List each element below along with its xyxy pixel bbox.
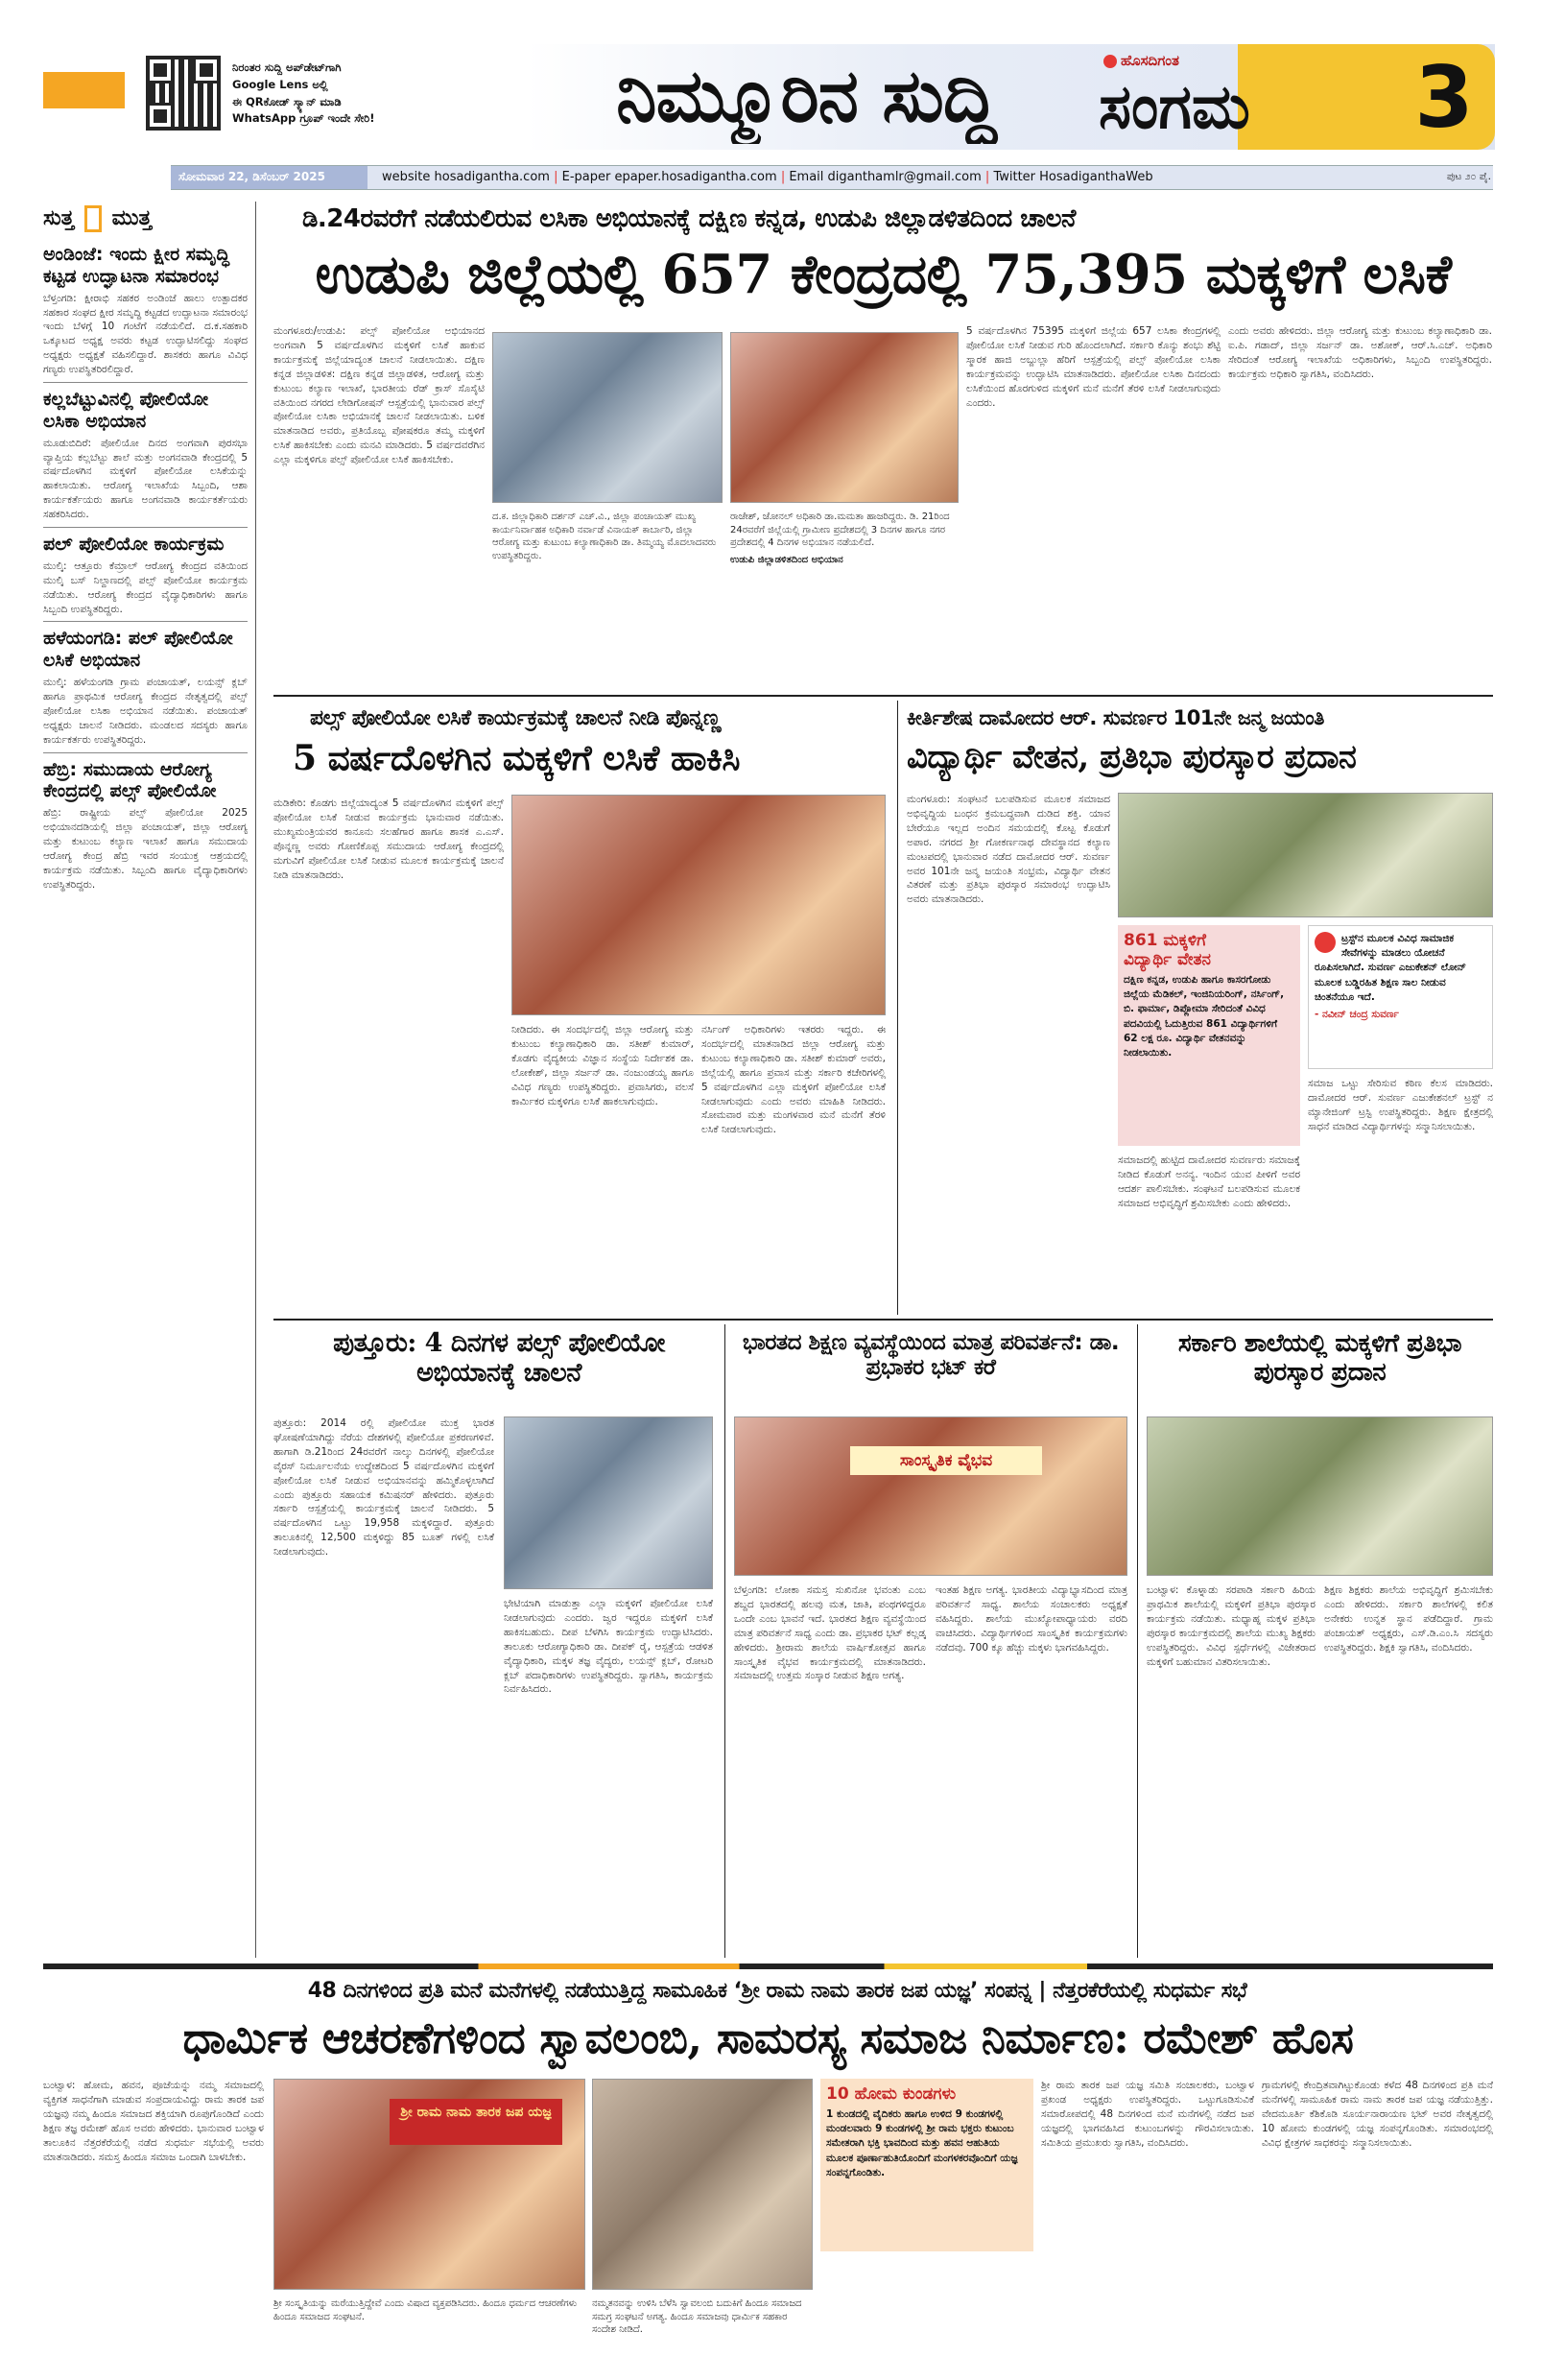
- story2-col3: [701, 1023, 886, 1305]
- story7-headline: ಧಾರ್ಮಿಕ ಆಚರಣೆಗಳಿಂದ ಸ್ವಾವಲಂಬಿ, ಸಾಮರಸ್ಯ ಸಮಾಜ ನಿರ್ಮಾಣ: ರಮೇಶ್ ಹೊಸ: [182, 2013, 1354, 2063]
- lead-photo-2: [730, 332, 959, 503]
- qr-note-line1: ನಿರಂತರ ಸುದ್ದಿ ಅಪ್‌ಡೇಟ್‌ಗಾಗಿ: [232, 60, 342, 74]
- lead-col4: [966, 324, 1221, 687]
- sidebar-item-body: ಮುಲ್ಕಿ: ಆತ್ತೂರು ಕೆಮ್ರಾಲ್ ಆರೋಗ್ಯ ಕೇಂದ್ರದ ವತಿಯಿಂದ ಮುಲ್ಕಿ ಬಸ್ ನಿಲ್ದಾಣದಲ್ಲಿ ಪಲ್ಸ್ ಪೋಲಿಯೋ ಕಾರ್ಯಕ್ರಮ ನಡೆಯಿತು. ಆರೋಗ್ಯ ಕೇಂದ್ರದ ವೈದ್ಯಾಧಿಕಾರಿಗಳು ಹಾಗೂ ಸಿಬ್ಬಂದಿ ಉಪಸ್ಥಿತರಿದ್ದರು.: [43, 559, 248, 615]
- lead-story: [273, 202, 1493, 691]
- sidebar-item-body: ಮುಲ್ಕಿ: ಹಳೆಯಂಗಡಿ ಗ್ರಾಮ ಪಂಚಾಯತ್, ಲಯನ್ಸ್ ಕ್ಲಬ್ ಹಾಗೂ ಪ್ರಾಥಮಿಕ ಆರೋಗ್ಯ ಕೇಂದ್ರದ ನೇತೃತ್ವದಲ್ಲಿ ಪಲ್ಸ್ ಪೋಲಿಯೋ ಲಸಿಕಾ ಅಭಿಯಾನ ನಡೆಯಿತು. ಪಂಚಾಯತ್ ಅಧ್ಯಕ್ಷರು ಚಾಲನೆ ನೀಡಿದರು. ಮಂಡಲದ ಸದಸ್ಯರು ಹಾಗೂ ಕಾರ್ಯಕರ್ತರು ಉಪಸ್ಥಿತರಿದ್ದರು.: [43, 677, 248, 746]
- story6-col1: [1147, 1583, 1316, 1954]
- trust-quote-text: ಟ್ರಸ್ಟ್‌ನ ಮೂಲಕ ವಿವಿಧ ಸಾಮಾಜಿಕ ಸೇವೆಗಳನ್ನು ಮಾಡಲು ಯೋಚನೆ ರೂಪಿಸಲಾಗಿದೆ. ಸುವರ್ಣ ಎಜುಕೇಶನ್ ಲೋನ್ ಮೂಲಕ ಬಡ್ಡಿರಹಿತ ಶಿಕ್ಷಣ ಸಾಲ ನೀಡುವ ಚಿಂತನೆಯೂ ಇದೆ.: [1315, 933, 1466, 1003]
- sidebar-separator: [43, 382, 248, 383]
- story2-photo: [511, 795, 886, 1015]
- brand-logo-icon: [1103, 55, 1117, 68]
- scholarship-title-a: 861 ಮಕ್ಕಳಿಗೆ: [1124, 931, 1206, 950]
- story-school: [1147, 1324, 1493, 1958]
- divider-v3: [1137, 1324, 1138, 1958]
- story3-col4: [1308, 1077, 1493, 1311]
- story7-col3-text: ಶ್ರೀ ರಾಮ ತಾರಕ ಜಪ ಯಜ್ಞ ಸಮಿತಿ ಸಂಚಾಲಕರು, ಬಂಟ್ವಾಳ ಪ್ರಖಂಡ ಅಧ್ಯಕ್ಷರು ಉಪಸ್ಥಿತರಿದ್ದರು. ಒಟ್ಟುಗೂಡಿಸುವಿಕೆ ಸಮಾರೋಪದಲ್ಲಿ 48 ದಿನಗಳಿಂದ ಮನೆ ಮನೆಗಳಲ್ಲಿ ನಡೆದ ಜಪ ಯಜ್ಞದಲ್ಲಿ ಭಾಗವಹಿಸಿದ ಕುಟುಂಬಗಳನ್ನು ಗೌರವಿಸಲಾಯಿತು. ಸಮಿತಿಯ ಪ್ರಮುಖರು ಸ್ವಾಗತಿಸಿ, ವಂದಿಸಿದರು.: [1041, 2080, 1254, 2149]
- story2-col1: [273, 797, 504, 1305]
- story4-col1-text: ಪುತ್ತೂರು: 2014 ರಲ್ಲಿ ಪೋಲಿಯೋ ಮುಕ್ತ ಭಾರತ ಘೋಷಣೆಯಾಗಿದ್ದು ನೆರೆಯ ದೇಶಗಳಲ್ಲಿ ಪೋಲಿಯೋ ಪ್ರಕರಣಗಳಿವೆ. ಹಾಗಾಗಿ ಡಿ.21ರಿಂದ 24ರವರೆಗೆ ನಾಲ್ಕು ದಿನಗಳಲ್ಲಿ ಪೋಲಿಯೋ ವೈರಸ್ ನಿರ್ಮೂಲನೆಯ ಉದ್ದೇಶದಿಂದ 5 ವರ್ಷದೊಳಗಿನ ಮಕ್ಕಳಿಗೆ ಪೋಲಿಯೋ ಲಸಿಕೆ ನೀಡುವ ಅಭಿಯಾನವನ್ನು ಹಮ್ಮಿಕೊಳ್ಳಲಾಗಿದೆ ಎಂದು ಪುತ್ತೂರು ಸಹಾಯಕ ಕಮಿಷನರ್ ಹೇಳಿದರು. ಪುತ್ತೂರು ಸರ್ಕಾರಿ ಆಸ್ಪತ್ರೆಯಲ್ಲಿ ಕಾರ್ಯಕ್ರಮಕ್ಕೆ ಚಾಲನೆ ನೀಡಿದರು. 5 ವರ್ಷದೊಳಗಿನ ಒಟ್ಟು 19,958 ಮಕ್ಕಳಿದ್ದಾರೆ. ಪುತ್ತೂರು ತಾಲೂಕಿನಲ್ಲಿ 12,500 ಮಕ್ಕಳಿದ್ದು 85 ಬೂತ್ ಗಳಲ್ಲಿ ಲಸಿಕೆ ನೀಡಲಾಗುವುದು.: [273, 1417, 494, 1559]
- sidebar-item-headline: ಹೆಬ್ರಿ: ಸಮುದಾಯ ಆರೋಗ್ಯ ಕೇಂದ್ರದಲ್ಲಿ ಪಲ್ಸ್ ಪೋಲಿಯೋ: [43, 758, 217, 802]
- story2-kicker: ಪಲ್ಸ್ ಪೋಲಿಯೋ ಲಸಿಕೆ ಕಾರ್ಯಕ್ರಮಕ್ಕೆ ಚಾಲನೆ ನೀಡಿ ಪೊನ್ನಣ್ಣ: [310, 706, 722, 730]
- sidebar-logo-a: ಸುತ್ತ: [43, 206, 75, 230]
- story5-headline: ಭಾರತದ ಶಿಕ್ಷಣ ವ್ಯವಸ್ಥೆಯಿಂದ ಮಾತ್ರ ಪರಿವರ್ತನೆ: ಡಾ. ಪ್ರಭಾಕರ ಭಟ್ ಕರೆ: [742, 1330, 1120, 1381]
- quote-icon: [1315, 932, 1336, 953]
- email-link[interactable]: Email diganthamlr@gmail.com: [789, 170, 982, 184]
- story2-col2-text: ನೀಡಿದರು. ಈ ಸಂದರ್ಭದಲ್ಲಿ ಜಿಲ್ಲಾ ಆರೋಗ್ಯ ಮತ್ತು ಕುಟುಂಬ ಕಲ್ಯಾಣಾಧಿಕಾರಿ ಡಾ. ಸತೀಶ್ ಕುಮಾರ್, ಕೊಡಗು ವೈದ್ಯಕೀಯ ವಿಜ್ಞಾನ ಸಂಸ್ಥೆಯ ನಿರ್ದೇಶಕ ಡಾ. ಲೋಕೇಶ್, ಜಿಲ್ಲಾ ಸರ್ಜನ್ ಡಾ. ನಂಜುಂಡಯ್ಯ ಹಾಗೂ ವಿವಿಧ ಗಣ್ಯರು ಉಪಸ್ಥಿತರಿದ್ದರು. ಪ್ರವಾಸಿಗರು, ವಲಸೆ ಕಾರ್ಮಿಕರ ಮಕ್ಕಳಿಗೂ ಲಸಿಕೆ ಹಾಕಲಾಗುವುದು.: [511, 1024, 694, 1107]
- story3-col3: [1118, 1154, 1300, 1311]
- story7-photo-1: [273, 2079, 585, 2290]
- story7-caption-1: ಶ್ರೀ ಸಂಸ್ಕೃತಿಯನ್ನು ಮರೆಯುತ್ತಿದ್ದೇವೆ ಎಂದು ವಿಷಾದ ವ್ಯಕ್ತಪಡಿಸಿದರು. ಹಿಂದೂ ಧರ್ಮದ ಆಚರಣೆಗಳು ಹಿಂದೂ ಸಮಾಜದ ಸಂಘಟನೆ.: [273, 2298, 578, 2322]
- story7-photo-2: [592, 2079, 813, 2290]
- story3-kicker: ಕೀರ್ತಿಶೇಷ ದಾಮೋದರ ಆರ್. ಸುವರ್ಣರ 101ನೇ ಜನ್ಮ ಜಯಂತಿ: [907, 706, 1324, 729]
- lead-headline: ಉಡುಪಿ ಜಿಲ್ಲೆಯಲ್ಲಿ 657 ಕೇಂದ್ರದಲ್ಲಿ 75,395 ಮಕ್ಕಳಿಗೆ ಲಸಿಕೆ: [315, 244, 1452, 306]
- lead-col1-text: ಮಂಗಳೂರು/ಉಡುಪಿ: ಪಲ್ಸ್ ಪೋಲಿಯೋ ಅಭಿಯಾನದ ಅಂಗವಾಗಿ 5 ವರ್ಷದೊಳಗಿನ ಮಕ್ಕಳಿಗೆ ಲಸಿಕೆ ಹಾಕುವ ಕಾರ್ಯಕ್ರಮಕ್ಕೆ ಜಿಲ್ಲೆಯಾದ್ಯಂತ ಚಾಲನೆ ನೀಡಲಾಯಿತು. ದಕ್ಷಿಣ ಕನ್ನಡ ಜಿಲ್ಲಾಡಳಿತ: ದಕ್ಷಿಣ ಕನ್ನಡ ಜಿಲ್ಲಾಡಳಿತ, ಆರೋಗ್ಯ ಮತ್ತು ಕುಟುಂಬ ಕಲ್ಯಾಣ ಇಲಾಖೆ, ಭಾರತೀಯ ರೆಡ್ ಕ್ರಾಸ್ ಸೊಸೈಟಿ ವತಿಯಿಂದ ನಗರದ ಲೇಡಿಗೋಷನ್ ಆಸ್ಪತ್ರೆಯಲ್ಲಿ ಭಾನುವಾರ ಪಲ್ಸ್ ಪೋಲಿಯೋ ಲಸಿಕಾ ಅಭಿಯಾನಕ್ಕೆ ಚಾಲನೆ ನೀಡಲಾಯಿತು. ಬಳಿಕ ಮಾತನಾಡಿದ ಅವರು, ಪ್ರತಿಯೊಬ್ಬ ಪೋಷಕರೂ ತಮ್ಮ ಮಕ್ಕಳಿಗೆ ಲಸಿಕೆ ಹಾಕಿಸಬೇಕು ಎಂದು ಮನವಿ ಮಾಡಿದರು. 5 ವರ್ಷದವರೆಗಿನ ಎಲ್ಲಾ ಮಕ್ಕಳಿಗೂ ಪಲ್ಸ್ ಪೋಲಿಯೋ ಲಸಿಕೆ ಹಾಕಿಸಬೇಕು.: [273, 325, 485, 466]
- qr-note: [232, 60, 462, 136]
- section-title: ಸಂಗಮ: [1099, 71, 1250, 143]
- sidebar-separator: [43, 527, 248, 528]
- brand-small-text: ಹೊಸದಿಗಂತ: [1121, 52, 1179, 69]
- trust-quote: [1308, 925, 1493, 1069]
- homa-box: [820, 2079, 1033, 2251]
- lead-photo2-caption: [730, 511, 959, 683]
- story2-col2: [511, 1023, 694, 1305]
- story7-caption-2: ನಮ್ಮತನವನ್ನು ಉಳಿಸಿ ಬೆಳೆಸಿ ಸ್ವಾವಲಂಬಿ ಬದುಕಿಗೆ ಹಿಂದೂ ಸಮಾಜದ ಸಮಗ್ರ ಸಂಘಟನೆ ಅಗತ್ಯ. ಹಿಂದೂ ಸಮಾಜವು ಧಾರ್ಮಿಕ ಸಹಕಾರ ಸಂದೇಶ ನೀಡಿದೆ.: [592, 2298, 802, 2335]
- story-puttur: [273, 1324, 715, 1958]
- qr-note-line3: ಈ QRಕೋಡ್ ಸ್ಕ್ಯಾನ್ ಮಾಡಿ: [232, 94, 342, 108]
- story5-photo: [734, 1416, 1127, 1576]
- masthead-title: ನಿಮ್ಮೂರಿನ ಸುದ್ದಿ: [616, 53, 996, 138]
- story3-headline: ವಿದ್ಯಾರ್ಥಿ ವೇತನ, ಪ್ರತಿಭಾ ಪುರಸ್ಕಾರ ಪ್ರದಾನ: [907, 739, 1357, 776]
- sidebar-item-headline: ಹಳೆಯಂಗಡಿ: ಪಲ್ ಪೋಲಿಯೋ ಲಸಿಕೆ ಅಭಿಯಾನ: [43, 628, 233, 672]
- story5-col1-text: ಬೆಳ್ತಂಗಡಿ: ಲೋಕಾ ಸಮಸ್ತ ಸುಖಿನೋ ಭವಂತು ಎಂಬ ಶಬ್ದದ ಭಾರತದಲ್ಲಿ ಹಲವು ಮತ, ಜಾತಿ, ಪಂಥಗಳಿದ್ದರೂ ಒಂದೇ ಎಂಬ ಭಾವನೆ ಇದೆ. ಭಾರತದ ಶಿಕ್ಷಣ ವ್ಯವಸ್ಥೆಯಿಂದ ಮಾತ್ರ ಪರಿವರ್ತನೆ ಸಾಧ್ಯ ಎಂದು ಡಾ. ಪ್ರಭಾಕರ ಭಟ್ ಕಲ್ಲಡ್ಕ ಹೇಳಿದರು. ಶ್ರೀರಾಮ ಶಾಲೆಯ ವಾರ್ಷಿಕೋತ್ಸವ ಹಾಗೂ ಸಾಂಸ್ಕೃತಿಕ ವೈಭವ ಕಾರ್ಯಕ್ರಮದಲ್ಲಿ ಮಾತನಾಡಿದರು. ಸಮಾಜದಲ್ಲಿ ಉತ್ತಮ ಸಂಸ್ಕಾರ ನೀಡುವ ಶಿಕ್ಷಣ ಅಗತ್ಯ.: [734, 1584, 926, 1682]
- sidebar-separator: [43, 752, 248, 753]
- story4-photo: [504, 1416, 713, 1589]
- lead-kicker: ಡಿ.24ರವರೆಗೆ ನಡೆಯಲಿರುವ ಲಸಿಕಾ ಅಭಿಯಾನಕ್ಕೆ ದಕ್ಷಿಣ ಕನ್ನಡ, ಉಡುಪಿ ಜಿಲ್ಲಾಡಳಿತದಿಂದ ಚಾಲನೆ: [302, 205, 1076, 233]
- lead-subhead: ಉಡುಪಿ ಜಿಲ್ಲಾಡಳಿತದಿಂದ ಅಭಿಯಾನ: [730, 554, 843, 565]
- story7-col3: [1041, 2079, 1254, 2367]
- lead-col4-text: 5 ವರ್ಷದೊಳಗಿನ 75395 ಮಕ್ಕಳಿಗೆ ಜಿಲ್ಲೆಯ 657 ಲಸಿಕಾ ಕೇಂದ್ರಗಳಲ್ಲಿ ಪೋಲಿಯೋ ಲಸಿಕೆ ನೀಡುವ ಗುರಿ ಹೊಂದಲಾಗಿದೆ. ಸರ್ಕಾರಿ ಕೊನ್ಯು ಶಂಭು ಶೆಟ್ಟಿ ಸ್ಮಾರಕ ಹಾಜಿ ಅಬ್ದುಲ್ಲಾ ಹೆರಿಗೆ ಆಸ್ಪತ್ರೆಯಲ್ಲಿ ಪಲ್ಸ್ ಪೋಲಿಯೋ ಲಸಿಕಾ ಕಾರ್ಯಕ್ರಮವನ್ನು ಉದ್ಘಾಟಿಸಿ ಮಾತನಾಡಿದರು. ಪೋಲಿಯೋ ಲಸಿಕಾ ದಿನದಂದು ಲಸಿಕೆಯಿಂದ ಹೊರಗುಳಿದ ಮಕ್ಕಳಿಗೆ ಮನೆ ಮನೆಗೆ ತೆರಳಿ ಲಸಿಕೆ ನೀಡಲಾಗುವುದು ಎಂದರು.: [966, 325, 1221, 409]
- lead-col5-text: ಎಂದು ಅವರು ಹೇಳಿದರು. ಜಿಲ್ಲಾ ಆರೋಗ್ಯ ಮತ್ತು ಕುಟುಂಬ ಕಲ್ಯಾಣಾಧಿಕಾರಿ ಡಾ. ಐ.ಪಿ. ಗಡಾದ್, ಜಿಲ್ಲಾ ಸರ್ಜನ್ ಡಾ. ಅಶೋಕ್, ಆರ್.ಸಿ.ಎಚ್. ಅಧಿಕಾರಿ ಸೇರಿದಂತೆ ಆರೋಗ್ಯ ಇಲಾಖೆಯ ಅಧಿಕಾರಿಗಳು, ಸಿಬ್ಬಂದಿ ಉಪಸ್ಥಿತರಿದ್ದರು. ಕಾರ್ಯಕ್ರಮ ಅಧಿಕಾರಿ ಸ್ವಾಗತಿಸಿ, ವಂದಿಸಿದರು.: [1228, 325, 1492, 380]
- website-link[interactable]: website hosadigantha.com: [382, 170, 550, 184]
- sidebar-item-body: ಮೂಡುಬಿದಿರೆ: ಪೋಲಿಯೋ ದಿನದ ಅಂಗವಾಗಿ ಪುರಸಭಾ ವ್ಯಾಪ್ತಿಯ ಕಲ್ಲಬೆಟ್ಟು ಶಾಲೆ ಮತ್ತು ಅಂಗನವಾಡಿ ಕೇಂದ್ರದಲ್ಲಿ 5 ವರ್ಷದೊಳಗಿನ ಮಕ್ಕಳಿಗೆ ಪೋಲಿಯೋ ಲಸಿಕೆಯನ್ನು ಹಾಕಲಾಯಿತು. ಆರೋಗ್ಯ ಇಲಾಖೆಯ ಸಿಬ್ಬಂದಿ, ಆಶಾ ಕಾರ್ಯಕರ್ತೆಯರು ಹಾಗೂ ಅಂಗನವಾಡಿ ಕಾರ್ಯಕರ್ತೆಯರು ಸಹಕರಿಸಿದರು.: [43, 437, 248, 521]
- scholarship-title-b: ವಿದ್ಯಾರ್ಥಿ ವೇತನ: [1124, 950, 1211, 969]
- story-prabhakar: [734, 1324, 1127, 1958]
- qr-code: [146, 56, 221, 131]
- sidebar-logo-b: ಮುತ್ತ: [111, 206, 153, 230]
- story4-col2: [504, 1597, 713, 1954]
- doorway-icon: [84, 205, 102, 232]
- orange-block: [43, 72, 125, 108]
- story5-col1: [734, 1583, 926, 1954]
- story-ponnanna: [273, 701, 888, 1315]
- sidebar-item-body: ಹೆಬ್ರಿ: ರಾಷ್ಟ್ರೀಯ ಪಲ್ಸ್ ಪೋಲಿಯೋ 2025 ಅಭಿಯಾನದಡಿಯಲ್ಲಿ ಜಿಲ್ಲಾ ಪಂಚಾಯತ್, ಜಿಲ್ಲಾ ಆರೋಗ್ಯ ಮತ್ತು ಕುಟುಂಬ ಕಲ್ಯಾಣ ಇಲಾಖೆ ಹಾಗೂ ಸಮುದಾಯ ಆರೋಗ್ಯ ಕೇಂದ್ರ ಹೆಬ್ರಿ ಇವರ ಸಂಯುಕ್ತ ಆಶ್ರಯದಲ್ಲಿ ಕಾರ್ಯಕ್ರಮ ನಡೆಯಿತು. ಸಿಬ್ಬಂದಿ ಹಾಗೂ ವೈದ್ಯಾಧಿಕಾರಿಗಳು ಉಪಸ್ಥಿತರಿದ್ದರು.: [43, 807, 248, 891]
- story6-col1-text: ಬಂಟ್ವಾಳ: ಕೊಳ್ನಾಡು ಸರಪಾಡಿ ಸರ್ಕಾರಿ ಹಿರಿಯ ಪ್ರಾಥಮಿಕ ಶಾಲೆಯಲ್ಲಿ ಮಕ್ಕಳಿಗೆ ಪ್ರತಿಭಾ ಪುರಸ್ಕಾರ ಕಾರ್ಯಕ್ರಮ ನಡೆಯಿತು. ಮಧ್ಯಾಹ್ನ ಮಕ್ಕಳ ಪ್ರತಿಭಾ ಪುರಸ್ಕಾರ ಕಾರ್ಯಕ್ರಮದಲ್ಲಿ ಶಾಲೆಯ ಮುಖ್ಯ ಶಿಕ್ಷಕರು ಉಪಸ್ಥಿತರಿದ್ದರು. ವಿವಿಧ ಸ್ಪರ್ಧೆಗಳಲ್ಲಿ ವಿಜೇತರಾದ ಮಕ್ಕಳಿಗೆ ಬಹುಮಾನ ವಿತರಿಸಲಾಯಿತು.: [1147, 1584, 1316, 1668]
- lead-col5: [1228, 324, 1492, 687]
- story6-photo: [1147, 1416, 1493, 1576]
- divider-1: [273, 695, 1493, 697]
- story7-kicker: 48 ದಿನಗಳಿಂದ ಪ್ರತಿ ಮನೆ ಮನೆಗಳಲ್ಲಿ ನಡೆಯುತ್ತಿದ್ದ ಸಾಮೂಹಿಕ ‘ಶ್ರೀ ರಾಮ ನಾಮ ತಾರಕ ಜಪ ಯಜ್ಞ’ ಸಂಪನ್ನ | ನೆತ್ತರಕೆರೆಯಲ್ಲಿ ಸುಧರ್ಮ ಸಭೆ: [307, 1979, 1247, 2003]
- lead-col1: [273, 324, 485, 687]
- twitter-link[interactable]: Twitter HosadiganthaWeb: [993, 170, 1153, 184]
- sidebar-item-headline: ಕಲ್ಲಬೆಟ್ಟುವಿನಲ್ಲಿ ಪೋಲಿಯೋ ಲಸಿಕಾ ಅಭಿಯಾನ: [43, 389, 209, 432]
- story3-col3-text: ಸಮಾಜದಲ್ಲಿ ಹುಟ್ಟಿದ ದಾಮೋದರ ಸುವರ್ಣರು ಸಮಾಜಕ್ಕೆ ನೀಡಿದ ಕೊಡುಗೆ ಅನನ್ಯ. ಇಂದಿನ ಯುವ ಪೀಳಿಗೆ ಅವರ ಆದರ್ಶ ಪಾಲಿಸಬೇಕು. ಸಂಘಟನೆ ಬಲಪಡಿಸುವ ಮೂಲಕ ಸಮಾಜದ ಅಭಿವೃದ್ಧಿಗೆ ಶ್ರಮಿಸಬೇಕು ಎಂದು ಹೇಳಿದರು.: [1118, 1154, 1300, 1209]
- story2-headline: 5 ವರ್ಷದೊಳಗಿನ ಮಕ್ಕಳಿಗೆ ಲಸಿಕೆ ಹಾಕಿಸಿ: [293, 739, 740, 778]
- qr-note-line2: Google Lens ಅಲ್ಲಿ: [232, 77, 328, 91]
- scholarship-box: [1118, 925, 1300, 1146]
- story6-headline: ಸರ್ಕಾರಿ ಶಾಲೆಯಲ್ಲಿ ಮಕ್ಕಳಿಗೆ ಪ್ರತಿಭಾ ಪುರಸ್ಕಾರ ಪ್ರದಾನ: [1177, 1330, 1462, 1387]
- date-bar: [171, 165, 1493, 190]
- divider-v1: [897, 701, 898, 1315]
- page-count: ಪುಟ ೨೦ ಪೈ.: [1446, 171, 1491, 182]
- story4-col2-text: ಭೇಟಿಯಾಗಿ ಮಾಡುತ್ತಾ ಎಲ್ಲಾ ಮಕ್ಕಳಿಗೆ ಪೋಲಿಯೋ ಲಸಿಕೆ ನೀಡಲಾಗುವುದು ಎಂದರು. ಜ್ವರ ಇದ್ದರೂ ಮಕ್ಕಳಿಗೆ ಲಸಿಕೆ ಹಾಕಿಸಬಹುದು. ದೀಪ ಬೆಳಗಿಸಿ ಕಾರ್ಯಕ್ರಮ ಉದ್ಘಾಟಿಸಿದರು. ತಾಲೂಕು ಆರೋಗ್ಯಾಧಿಕಾರಿ ಡಾ. ದೀಪಕ್ ರೈ, ಆಸ್ಪತ್ರೆಯ ಆಡಳಿತ ವೈದ್ಯಾಧಿಕಾರಿ, ಮಕ್ಕಳ ತಜ್ಞ ವೈದ್ಯರು, ಲಯನ್ಸ್ ಕ್ಲಬ್, ರೋಟರಿ ಕ್ಲಬ್ ಪದಾಧಿಕಾರಿಗಳು ಉಪಸ್ಥಿತರಿದ್ದರು. ಸ್ವಾಗತಿಸಿ, ಕಾರ್ಯಕ್ರಮ ನಿರ್ವಹಿಸಿದರು.: [504, 1598, 713, 1696]
- story-suvarna: [907, 701, 1493, 1315]
- story5-banner: ಸಾಂಸ್ಕೃತಿಕ ವೈಭವ: [850, 1446, 1042, 1475]
- story7-col4-text: ಗ್ರಾಮಗಳಲ್ಲಿ ಕೇಂದ್ರಿತವಾಗಿಟ್ಟುಕೊಂಡು ಕಳೆದ 48 ದಿನಗಳಿಂದ ಪ್ರತಿ ಮನೆ ಮನೆಗಳಲ್ಲಿ ಸಾಮೂಹಿಕ ರಾಮ ನಾಮ ತಾರಕ ಜಪ ಯಜ್ಞ ನಡೆಯುತ್ತಿತ್ತು. ವೇದಮೂರ್ತಿ ಕೆಶಿಕೊಡಿ ಸೂರ್ಯನಾರಾಯಣ ಭಟ್ ಅವರ ನೇತೃತ್ವದಲ್ಲಿ 10 ಹೋಮ ಕುಂಡಗಳಲ್ಲಿ ಯಜ್ಞ ಸಂಪನ್ನಗೊಂಡಿತು. ಸಮಾರಂಭದಲ್ಲಿ ವಿವಿಧ ಕ್ಷೇತ್ರಗಳ ಸಾಧಕರನ್ನು ಸನ್ಮಾನಿಸಲಾಯಿತು.: [1262, 2080, 1493, 2149]
- story7-photo-banner: ಶ್ರೀ ರಾಮ ನಾಮ ತಾರಕ ಜಪ ಯಜ್ಞ: [390, 2099, 562, 2145]
- story3-col4-text: ಸಮಾಜ ಒಟ್ಟು ಸೇರಿಸುವ ಕಠಿಣ ಕೆಲಸ ಮಾಡಿದರು. ದಾಮೋದರ ಆರ್. ಸುವರ್ಣ ಎಜುಕೇಶನಲ್ ಟ್ರಸ್ಟ್ ನ ಮ್ಯಾನೇಜಿಂಗ್ ಟ್ರಸ್ಟಿ ಉಪಸ್ಥಿತರಿದ್ದರು. ಶಿಕ್ಷಣ ಕ್ಷೇತ್ರದಲ್ಲಿ ಸಾಧನೆ ಮಾಡಿದ ವಿದ್ಯಾರ್ಥಿಗಳನ್ನು ಸನ್ಮಾನಿಸಲಾಯಿತು.: [1308, 1078, 1493, 1132]
- sidebar-separator: [43, 621, 248, 622]
- sidebar-item-headline: ಪಲ್ ಪೋಲಿಯೋ ಕಾರ್ಯಕ್ರಮ: [43, 534, 225, 556]
- divider-v2: [724, 1324, 725, 1958]
- story2-col1-text: ಮಡಿಕೇರಿ: ಕೊಡಗು ಜಿಲ್ಲೆಯಾದ್ಯಂತ 5 ವರ್ಷದೊಳಗಿನ ಮಕ್ಕಳಿಗೆ ಪಲ್ಸ್ ಪೋಲಿಯೋ ಲಸಿಕೆ ನೀಡುವ ಕಾರ್ಯಕ್ರಮ ಭಾನುವಾರ ನಡೆಯಿತು. ಮುಖ್ಯಮಂತ್ರಿಯವರ ಕಾನೂನು ಸಲಹೆಗಾರ ಹಾಗೂ ಶಾಸಕ ಎ.ಎಸ್. ಪೊನ್ನಣ್ಣ ಅವರು ಗೋಣಿಕೊಪ್ಪ ಸಮುದಾಯ ಆರೋಗ್ಯ ಕೇಂದ್ರದಲ್ಲಿ ಮಗುವಿಗೆ ಪೋಲಿಯೋ ಲಸಿಕೆ ನೀಡುವ ಮೂಲಕ ಕಾರ್ಯಕ್ರಮಕ್ಕೆ ಚಾಲನೆ ನೀಡಿ ಮಾತನಾಡಿದರು.: [273, 797, 504, 881]
- story5-col2: [936, 1583, 1127, 1954]
- story6-col2-text: ಶಿಕ್ಷಣ ಶಿಕ್ಷಕರು ಶಾಲೆಯ ಅಭಿವೃದ್ಧಿಗೆ ಶ್ರಮಿಸಬೇಕು ಎಂದು ಹೇಳಿದರು. ಸರ್ಕಾರಿ ಶಾಲೆಗಳಲ್ಲಿ ಕಲಿತ ಅನೇಕರು ಉನ್ನತ ಸ್ಥಾನ ಪಡೆದಿದ್ದಾರೆ. ಗ್ರಾಮ ಪಂಚಾಯತ್ ಅಧ್ಯಕ್ಷರು, ಎಸ್.ಡಿ.ಎಂ.ಸಿ ಸದಸ್ಯರು ಉಪಸ್ಥಿತರಿದ್ದರು. ಶಿಕ್ಷಕಿ ಸ್ವಾಗತಿಸಿ, ವಂದಿಸಿದರು.: [1324, 1584, 1493, 1654]
- story3-col1: [907, 793, 1110, 1311]
- story7-col4: [1262, 2079, 1493, 2367]
- color-strip: [43, 1964, 1493, 1969]
- story3-col1-text: ಮಂಗಳೂರು: ಸಂಘಟನೆ ಬಲಪಡಿಸುವ ಮೂಲಕ ಸಮಾಜದ ಅಭಿವೃದ್ಧಿಯ ಬಂಧನ ಕ್ರಮಬದ್ಧವಾಗಿ ದುಡಿದ ಶಕ್ತಿ. ಯಾವ ಬೇರೆಯೂ ಇಲ್ಲದ ಅಂದಿನ ಸಮಯದಲ್ಲಿ ಕೊಟ್ಟ ಕೊಡುಗೆ ಅಪಾರ. ನಗರದ ಶ್ರೀ ಗೋಕರ್ಣನಾಥ ದೇವಸ್ಥಾನದ ಕಲ್ಯಾಣ ಮಂಟಪದಲ್ಲಿ ಭಾನುವಾರ ನಡೆದ ದಾಮೋದರ ಆರ್. ಸುವರ್ಣ ಅವರ 101ನೇ ಜನ್ಮ ಜಯಂತಿ ಸಂಭ್ರಮ, ವಿದ್ಯಾರ್ಥಿ ವೇತನ ವಿತರಣೆ ಮತ್ತು ಪ್ರತಿಭಾ ಪುರಸ್ಕಾರ ಸಮಾರಂಭ ಉದ್ಘಾಟಿಸಿ ಅವರು ಮಾತನಾಡಿದರು.: [907, 794, 1110, 906]
- story3-photo: [1118, 793, 1493, 917]
- trust-quote-author: - ನವೀನ್ ಚಂದ್ರ ಸುವರ್ಣ: [1315, 1009, 1399, 1021]
- story-ramanama: [43, 1975, 1493, 2368]
- story7-col1-text: ಬಂಟ್ವಾಳ: ಹೋಮ, ಹವನ, ಪೂಜೆಯನ್ನು ನಮ್ಮ ಸಮಾಜದಲ್ಲಿ ವ್ಯಕ್ತಿಗತ ಸಾಧನೆಗಾಗಿ ಮಾಡುವ ಸಂಪ್ರದಾಯವಿದ್ದು ರಾಮ ತಾರಕ ಜಪ ಯಜ್ಞವು ನಮ್ಮ ಹಿಂದೂ ಸಮಾಜದ ಶಕ್ತಿಯಾಗಿ ರೂಪುಗೊಂಡಿದೆ ಎಂದು ಶಿಕ್ಷಣ ತಜ್ಞ ರಮೇಶ್ ಹೊಸ ಅವರು ಹೇಳಿದರು. ಭಾನುವಾರ ಬಂಟ್ವಾಳ ತಾಲೂಕಿನ ನೆತ್ತರಕೆರೆಯಲ್ಲಿ ನಡೆದ ಸುಧರ್ಮ ಸಭೆಯಲ್ಲಿ ಅವರು ಮಾತನಾಡಿದರು. ಸಮಸ್ತ ಹಿಂದೂ ಸಮಾಜ ಒಂದಾಗಿ ಬಾಳಬೇಕು.: [43, 2080, 264, 2163]
- story4-col1: [273, 1416, 494, 1954]
- scholarship-body: ದಕ್ಷಿಣ ಕನ್ನಡ, ಉಡುಪಿ ಹಾಗೂ ಕಾಸರಗೋಡು ಜಿಲ್ಲೆಯ ಮೆಡಿಕಲ್, ಇಂಜಿನಿಯರಿಂಗ್, ನರ್ಸಿಂಗ್, ಬಿ. ಫಾರ್ಮಾ, ಡಿಪ್ಲೋಮಾ ಸೇರಿದಂತೆ ವಿವಿಧ ಪದವಿಯಲ್ಲಿ ಓದುತ್ತಿರುವ 861 ವಿದ್ಯಾರ್ಥಿಗಳಿಗೆ 62 ಲಕ್ಷ ರೂ. ವಿದ್ಯಾರ್ಥಿ ವೇತನವನ್ನು ನೀಡಲಾಯಿತು.: [1124, 974, 1285, 1059]
- sidebar-item-body: ಬೆಳ್ತಂಗಡಿ: ಕ್ಷೀರಾಭಿ ಸಹಕರ ಅಂಡಿಂಜೆ ಹಾಲು ಉತ್ಪಾದಕರ ಸಹಕಾರ ಸಂಘದ ಕ್ಷೀರ ಸಮೃದ್ಧಿ ಕಟ್ಟಡದ ಉದ್ಘಾಟನಾ ಸಮಾರಂಭ ಇಂದು ಬೆಳಗ್ಗೆ 10 ಗಂಟೆಗೆ ನಡೆಯಲಿದೆ. ದ.ಕ.ಸಹಕಾರಿ ಒಕ್ಕೂಟದ ಅಧ್ಯಕ್ಷ ಅವರು ಕಟ್ಟಡ ಉದ್ಘಾಟಿಸಲಿದ್ದು ಸಂಘದ ಅಧ್ಯಕ್ಷರು ಅಧ್ಯಕ್ಷತೆ ವಹಿಸಲಿದ್ದಾರೆ. ಶಾಸಕರು ಹಾಗೂ ವಿವಿಧ ಗಣ್ಯರು ಉಪಸ್ಥಿತರಿರಲಿದ್ದಾರೆ.: [43, 292, 248, 376]
- sidebar: [43, 202, 256, 1958]
- homa-box-title: 10 ಹೋಮ ಕುಂಡಗಳು: [826, 2084, 957, 2104]
- story2-col3-text: ನರ್ಸಿಂಗ್ ಅಧಿಕಾರಿಗಳು ಇತರರು ಇದ್ದರು. ಈ ಸಂದರ್ಭದಲ್ಲಿ ಮಾತನಾಡಿದ ಜಿಲ್ಲಾ ಆರೋಗ್ಯ ಮತ್ತು ಕುಟುಂಬ ಕಲ್ಯಾಣಾಧಿಕಾರಿ ಡಾ. ಸತೀಶ್ ಕುಮಾರ್ ಅವರು, ಜಿಲ್ಲೆಯಲ್ಲಿ ಹಾಗೂ ಪ್ರವಾಸ ಮತ್ತು ಸರ್ಕಾರಿ ಕಚೇರಿಗಳಲ್ಲಿ 5 ವರ್ಷದೊಳಗಿನ ಎಲ್ಲಾ ಮಕ್ಕಳಿಗೆ ಪೋಲಿಯೋ ಲಸಿಕೆ ನೀಡಲಾಗುವುದು ಎಂದು ಅವರು ಮಾಹಿತಿ ನೀಡಿದರು. ಸೋಮವಾರ ಮತ್ತು ಮಂಗಳವಾರ ಮನೆ ಮನೆಗೆ ತೆರಳಿ ಲಸಿಕೆ ನೀಡಲಾಗುವುದು.: [701, 1024, 886, 1136]
- sidebar-item-headline: ಅಂಡಿಂಜೆ: ಇಂದು ಕ್ಷೀರ ಸಮೃದ್ಧಿ ಕಟ್ಟಡ ಉದ್ಘಾಟನಾ ಸಮಾರಂಭ: [43, 244, 230, 287]
- lead-photo2-caption-text: ರಾಜೇಶ್, ಜೋನಲ್ ಅಧಿಕಾರಿ ಡಾ.ಮಮತಾ ಹಾಜರಿದ್ದರು. ಡಿ. 21ರಿಂದ 24ರವರೆಗೆ ಜಿಲ್ಲೆಯಲ್ಲಿ ಗ್ರಾಮೀಣ ಪ್ರದೇಶದಲ್ಲಿ 3 ದಿನಗಳ ಹಾಗೂ ನಗರ ಪ್ರದೇಶದಲ್ಲಿ 4 ದಿನಗಳ ಅಭಿಯಾನ ನಡೆಯಲಿದೆ.: [730, 512, 950, 548]
- story6-col2: [1324, 1583, 1493, 1954]
- story5-col2-text: ಇಂತಹ ಶಿಕ್ಷಣ ಅಗತ್ಯ. ಭಾರತೀಯ ವಿದ್ಯಾಭ್ಯಾಸದಿಂದ ಮಾತ್ರ ಪರಿವರ್ತನೆ ಸಾಧ್ಯ. ಶಾಲೆಯ ಸಂಚಾಲಕರು ಅಧ್ಯಕ್ಷತೆ ವಹಿಸಿದ್ದರು. ಶಾಲೆಯ ಮುಖ್ಯೋಪಾಧ್ಯಾಯರು ವರದಿ ವಾಚಿಸಿದರು. ವಿದ್ಯಾರ್ಥಿಗಳಿಂದ ಸಾಂಸ್ಕೃತಿಕ ಕಾರ್ಯಕ್ರಮಗಳು ನಡೆದವು. 700 ಕ್ಕೂ ಹೆಚ್ಚು ಮಕ್ಕಳು ಭಾಗವಹಿಸಿದ್ದರು.: [936, 1584, 1127, 1654]
- qr-note-line4: WhatsApp ಗ್ರೂಪ್ ಇಂದೇ ಸೇರಿ!: [232, 111, 375, 126]
- footer-links: website hosadigantha.com | E-paper epaper.hosadigantha.com | Email diganthamlr@gmail.com | Twitter HosadiganthaWeb: [382, 170, 1153, 184]
- story4-headline: ಪುತ್ತೂರು: 4 ದಿನಗಳ ಪಲ್ಸ್ ಪೋಲಿಯೋ ಅಭಿಯಾನಕ್ಕೆ ಚಾಲನೆ: [333, 1328, 665, 1389]
- homa-box-body: 1 ಕುಂಡದಲ್ಲಿ ವೈದಿಕರು ಹಾಗೂ ಉಳಿದ 9 ಕುಂಡಗಳಲ್ಲಿ ಮಂಡಲವಾರು 9 ಕುಂಡಗಳಲ್ಲಿ ಶ್ರೀ ರಾಮ ಭಕ್ತರು ಕುಟುಂಬ ಸಮೇತರಾಗಿ ಭಕ್ತಿ ಭಾವದಿಂದ ಮತ್ತು ಹವನ ಆಹುತಿಯ ಮೂಲಕ ಪೂರ್ಣಾಹುತಿಯೊಂದಿಗೆ ಮಂಗಳಕರವೊಂದಿಗೆ ಯಜ್ಞ ಸಂಪನ್ನಗೊಂಡಿತು.: [826, 2108, 1018, 2178]
- lead-photo1-caption: ದ.ಕ. ಜಿಲ್ಲಾಧಿಕಾರಿ ದರ್ಶನ್ ಎಚ್.ವಿ., ಜಿಲ್ಲಾ ಪಂಚಾಯತ್ ಮುಖ್ಯ ಕಾರ್ಯನಿರ್ವಾಹಕ ಅಧಿಕಾರಿ ನರ್ವಾಡೆ ವಿನಾಯಕ್ ಕಾರ್ಬಾರಿ, ಜಿಲ್ಲಾ ಆರೋಗ್ಯ ಮತ್ತು ಕುಟುಂಬ ಕಲ್ಯಾಣಾಧಿಕಾರಿ ಡಾ. ತಿಮ್ಮಯ್ಯ ಮೊದಲಾದವರು ಉಪಸ್ಥಿತರಿದ್ದರು.: [492, 512, 717, 561]
- page-number: 3: [1414, 52, 1474, 144]
- issue-date: ಸೋಮವಾರ 22, ಡಿಸೆಂಬರ್ 2025: [178, 170, 325, 183]
- masthead: [0, 38, 1541, 161]
- story7-col1: [43, 2079, 264, 2367]
- sidebar-logo: [43, 202, 248, 236]
- divider-2: [273, 1319, 1493, 1321]
- lead-photo-1: [492, 332, 723, 503]
- epaper-link[interactable]: E-paper epaper.hosadigantha.com: [561, 170, 777, 184]
